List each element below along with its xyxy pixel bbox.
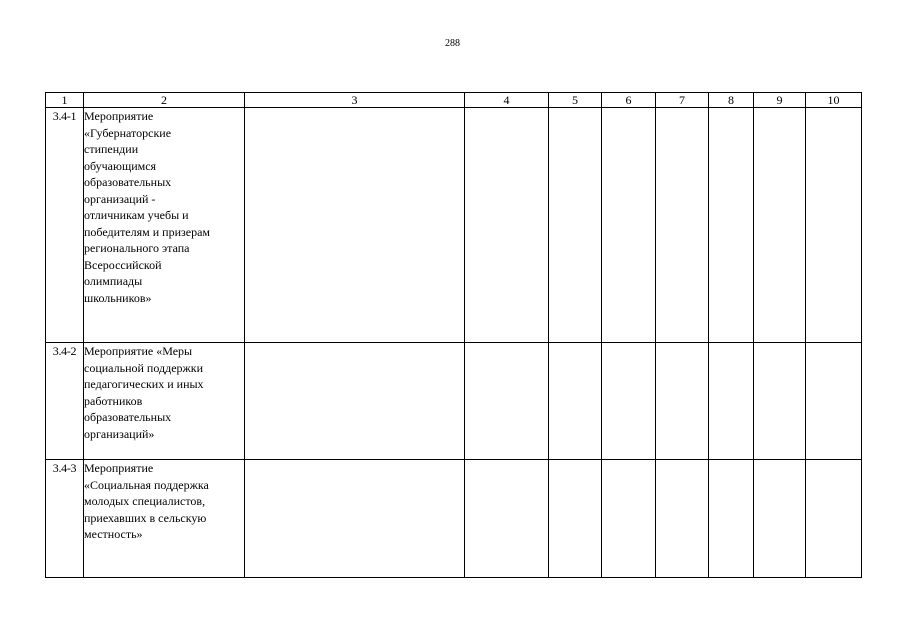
table-cell	[806, 343, 862, 460]
activity-name	[84, 460, 245, 578]
activity-name-line: стипендии	[84, 142, 139, 156]
table-cell	[245, 460, 465, 578]
column-header: 2	[84, 93, 245, 108]
table-row	[46, 343, 862, 460]
table-header-row	[46, 93, 862, 108]
table-cell	[656, 108, 709, 343]
row-number: 3.4-3	[46, 460, 84, 578]
column-header: 4	[465, 93, 549, 108]
activity-name-line: обучающимся	[84, 158, 157, 173]
page-number: 288	[445, 38, 460, 49]
activities-table	[45, 92, 862, 578]
activity-name-line: «Губернаторские	[84, 125, 172, 140]
table-cell	[709, 460, 754, 578]
activity-name-line: молодых специалистов,	[84, 494, 206, 508]
table-cell	[709, 108, 754, 343]
activity-name-line: победителям и призерам	[84, 224, 210, 239]
table-cell	[754, 108, 806, 343]
activity-name	[84, 108, 245, 343]
column-header: 5	[549, 93, 602, 108]
activity-name-line: Мероприятие	[84, 109, 154, 123]
table-cell	[549, 108, 602, 343]
table-cell	[754, 460, 806, 578]
activity-name-line: школьников»	[84, 290, 152, 305]
column-header: 6	[602, 93, 656, 108]
activity-name-line: Мероприятие «Меры	[84, 344, 193, 358]
column-header: 1	[46, 93, 84, 108]
activity-name-line: Мероприятие	[84, 461, 154, 475]
column-header: 3	[245, 93, 465, 108]
table-row	[46, 108, 862, 343]
table-cell	[549, 460, 602, 578]
column-header: 9	[754, 93, 806, 108]
table-cell	[245, 343, 465, 460]
activity-name-line: регионального этапа	[84, 241, 190, 255]
activity-name-line: олимпиады	[84, 274, 143, 288]
activity-name-line: местность»	[84, 527, 143, 541]
activity-name-line: «Социальная поддержка	[84, 477, 209, 492]
table-cell	[656, 343, 709, 460]
activity-name	[84, 343, 245, 460]
table-cell	[806, 108, 862, 343]
table-cell	[465, 343, 549, 460]
table-cell	[245, 108, 465, 343]
activity-name-line: приехавших в сельскую	[84, 510, 207, 525]
activity-name-line: отличникам учебы и	[84, 208, 189, 222]
activity-name-line: образовательных	[84, 175, 172, 189]
activity-name-line: педагогических и иных	[84, 377, 204, 391]
table-cell	[602, 343, 656, 460]
table-row	[46, 460, 862, 578]
table-cell	[465, 108, 549, 343]
activity-name-line: образовательных	[84, 410, 172, 424]
activity-name-line: организаций»	[84, 426, 155, 441]
activity-name-line: Всероссийской	[84, 257, 162, 272]
table-cell	[806, 460, 862, 578]
activity-name-line: социальной поддержки	[84, 360, 204, 375]
activity-name-line: организаций -	[84, 191, 156, 206]
row-number: 3.4-2	[46, 343, 84, 460]
table-cell	[602, 108, 656, 343]
table-cell	[602, 460, 656, 578]
table-cell	[549, 343, 602, 460]
column-header: 8	[709, 93, 754, 108]
column-header: 7	[656, 93, 709, 108]
table-cell	[709, 343, 754, 460]
column-header: 10	[806, 93, 862, 108]
table-cell	[754, 343, 806, 460]
table-cell	[465, 460, 549, 578]
row-number: 3.4-1	[46, 108, 84, 343]
table-cell	[656, 460, 709, 578]
activity-name-line: работников	[84, 393, 143, 408]
